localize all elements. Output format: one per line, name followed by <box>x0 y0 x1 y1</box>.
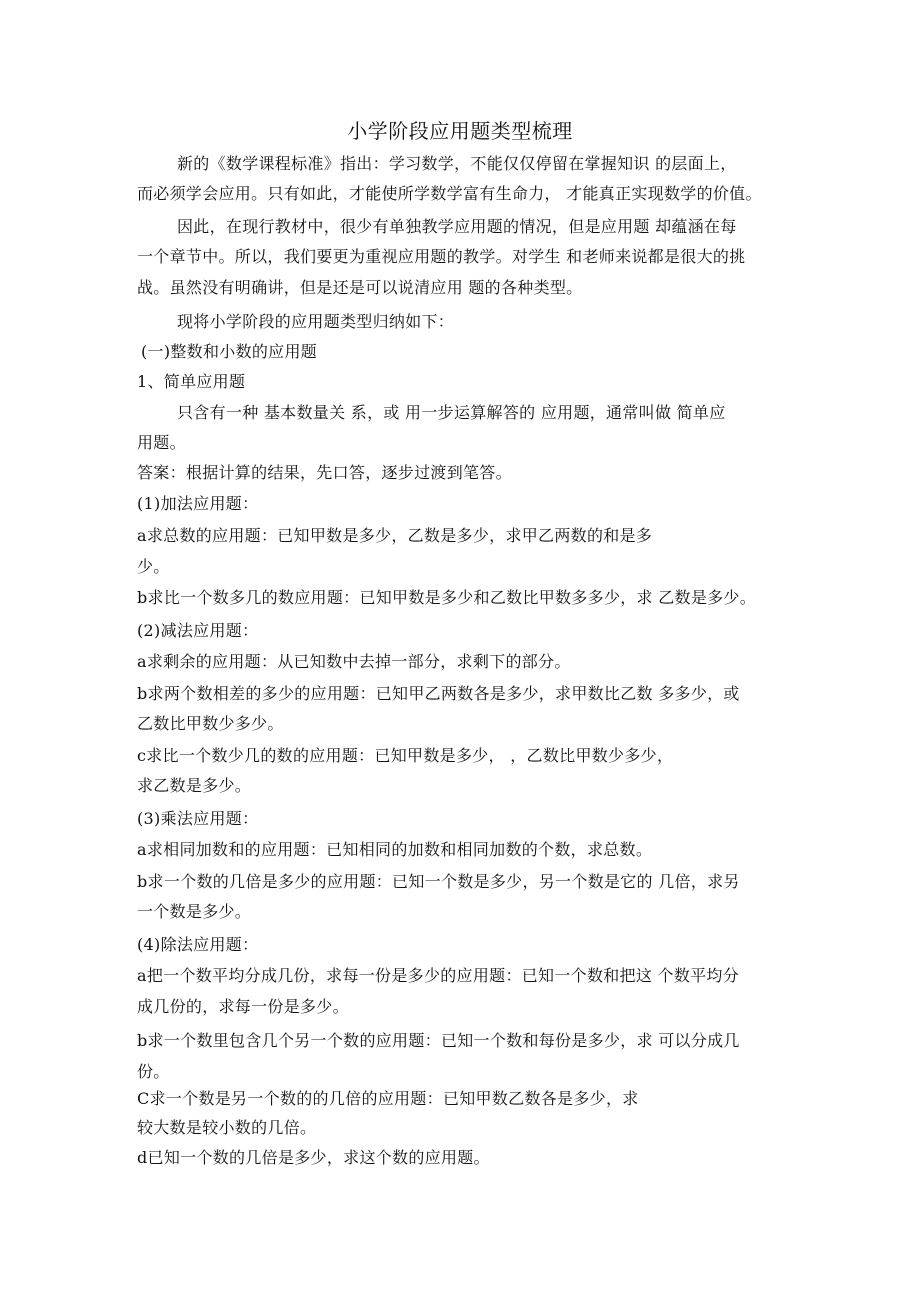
subsection-heading: 1、简单应用题 <box>137 372 246 391</box>
list-item-line: C求一个数是另一个数的的几倍的应用题：已知甲数乙数各是多少，求 <box>137 1089 639 1108</box>
paragraph-line-1: 新的《数学课程标准》指出：学习数学，不能仅仅停留在掌握知识 的层面上， <box>177 154 737 173</box>
list-item-line: b求一个数的几倍是多少的应用题：已知一个数是多少，另一个数是它的 几倍，求另 <box>137 872 740 891</box>
item-heading-1: (1)加法应用题： <box>137 494 259 513</box>
paragraph-line-10: 用题。 <box>137 433 186 452</box>
list-item-line: a求总数的应用题：已知甲数是多少，乙数是多少，求甲乙两数的和是多 <box>137 526 653 545</box>
list-item-line: a求剩余的应用题：从已知数中去掉一部分，求剩下的部分。 <box>137 652 571 671</box>
list-item-line: a把一个数平均分成几份，求每一份是多少的应用题：已知一个数和把这 个数平均分 <box>137 966 740 985</box>
list-item-line: a求相同加数和的应用题：已知相同的加数和相同加数的个数，求总数。 <box>137 840 653 859</box>
paragraph-line-6: 现将小学阶段的应用题类型归纳如下： <box>177 312 455 331</box>
list-item-line: d已知一个数的几倍是多少，求这个数的应用题。 <box>137 1148 490 1167</box>
list-item-line: 份。 <box>137 1062 170 1081</box>
paragraph-line-11: 答案：根据计算的结果，先口答，逐步过渡到笔答。 <box>137 463 512 482</box>
list-item-line: 一个数是多少。 <box>137 902 252 921</box>
section-heading: (一)整数和小数的应用题 <box>141 342 318 361</box>
list-item-line: 较大数是较小数的几倍。 <box>137 1118 317 1137</box>
paragraph-line-3: 因此，在现行教材中，很少有单独教学应用题的情况，但是应用题 却蕴涵在每 <box>177 217 737 236</box>
list-item-line: 求乙数是多少。 <box>137 776 252 795</box>
item-heading-2: (2)减法应用题： <box>137 621 259 640</box>
list-item-line: 乙数比甲数少多少。 <box>137 714 284 733</box>
paragraph-line-2: 而必须学会应用。只有如此，才能使所学数学富有生命力， 才能真正实现数学的价值。 <box>137 184 762 203</box>
paragraph-line-5: 战。虽然没有明确讲，但是还是可以说清应用 题的各种类型。 <box>137 278 583 297</box>
list-item-line: c求比一个数少几的数的应用题：已知甲数是多少， ，乙数比甲数少多少， <box>137 746 674 765</box>
list-item-line: b求比一个数多几的数应用题：已知甲数是多少和乙数比甲数多多少，求 乙数是多少。 <box>137 588 757 607</box>
item-heading-4: (4)除法应用题： <box>137 935 259 954</box>
paragraph-line-9: 只含有一种 基本数量关 系，或 用一步运算解答的 应用题，通常叫做 简单应 <box>177 403 726 422</box>
list-item-line: b求一个数里包含几个另一个数的应用题：已知一个数和每份是多少，求 可以分成几 <box>137 1031 740 1050</box>
item-heading-3: (3)乘法应用题： <box>137 809 259 828</box>
list-item-line: 成几份的，求每一份是多少。 <box>137 997 349 1016</box>
list-item-line: 少。 <box>137 557 170 576</box>
document-title: 小学阶段应用题类型梳理 <box>347 119 573 143</box>
list-item-line: b求两个数相差的多少的应用题：已知甲乙两数各是多少，求甲数比乙数 多多少，或 <box>137 684 740 703</box>
paragraph-line-4: 一个章节中。所以，我们要更为重视应用题的教学。对学生 和老师来说都是很大的挑 <box>137 247 746 266</box>
